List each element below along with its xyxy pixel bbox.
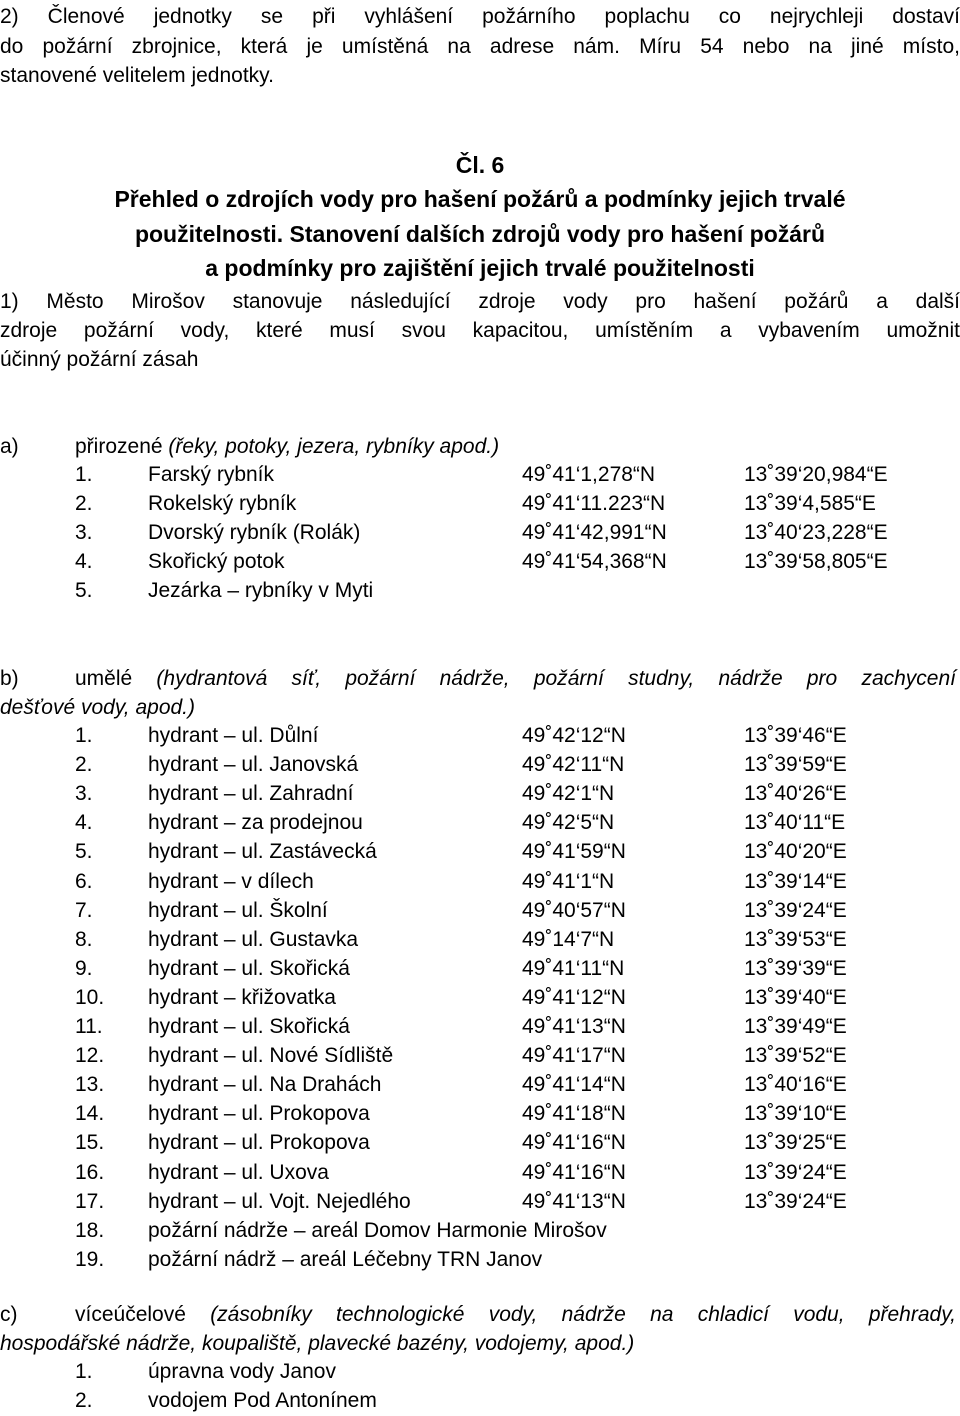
item-longitude: 13˚40‘20“E — [744, 840, 847, 864]
section-a-label-text: přirozené — [75, 435, 163, 458]
item-longitude: 13˚39‘39“E — [744, 956, 847, 980]
section-b-marker: b) — [0, 667, 19, 690]
item-latitude: 49˚41‘54,368“N — [522, 550, 667, 573]
para1-line-3: účinný požární zásah — [0, 348, 199, 371]
section-c-note-1: (zásobníky technologické vody, nádrže na chladicí vodu, přehrady, — [210, 1303, 956, 1326]
item-name: vodojem Pod Antonínem — [148, 1389, 377, 1412]
item-name: hydrant – ul. Uxova — [148, 1160, 329, 1184]
item-name: hydrant – ul. Gustavka — [148, 927, 359, 951]
item-name: hydrant – ul. Zahradní — [148, 782, 354, 806]
item-name: hydrant – v dílech — [148, 869, 314, 893]
item-longitude: 13˚40‘16“E — [744, 1073, 847, 1097]
item-longitude: 13˚39‘52“E — [744, 1044, 847, 1068]
item-name: požární nádrže – areál Domov Harmonie Mirošov — [148, 1218, 607, 1242]
item-number: 17. — [75, 1189, 105, 1213]
item-latitude: 49˚41‘42,991“N — [522, 521, 667, 544]
section-b-label — [75, 664, 956, 693]
item-number: 19. — [75, 1247, 105, 1271]
intro-line-3: stanovené velitelem jednotky. — [0, 64, 274, 87]
item-name: Skořický potok — [148, 550, 285, 573]
item-number: 18. — [75, 1218, 105, 1242]
item-name: hydrant – ul. Důlní — [148, 724, 319, 747]
intro-line-2: do požární zbrojnice, která je umístěná na adrese nám. Míru 54 nebo na jiné místo, — [0, 35, 960, 58]
item-longitude: 13˚39‘40“E — [744, 985, 847, 1009]
item-latitude: 49˚41‘16“N — [522, 1131, 626, 1155]
item-latitude: 49˚41‘59“N — [522, 840, 626, 864]
item-name: hydrant – ul. Skořická — [148, 956, 350, 980]
item-longitude: 13˚39‘24“E — [744, 1160, 847, 1184]
item-number: 7. — [75, 898, 93, 922]
section-a-note: (řeky, potoky, jezera, rybníky apod.) — [168, 435, 500, 458]
item-latitude: 49˚40‘57“N — [522, 898, 626, 922]
item-name: hydrant – ul. Vojt. Nejedlého — [148, 1189, 411, 1213]
section-a-label — [75, 432, 499, 461]
item-number: 1. — [75, 724, 93, 747]
item-number: 1. — [75, 463, 93, 486]
item-latitude: 49˚41‘11“N — [522, 956, 625, 980]
section-c-label — [75, 1300, 956, 1329]
item-longitude: 13˚39‘24“E — [744, 898, 847, 922]
item-number: 10. — [75, 985, 105, 1009]
item-number: 4. — [75, 811, 93, 835]
item-number: 16. — [75, 1160, 105, 1184]
item-latitude: 49˚42‘5“N — [522, 811, 615, 835]
article-heading-1: Přehled o zdrojích vody pro hašení požárů a podmínky jejich trvalé — [114, 186, 846, 212]
item-name: hydrant – ul. Na Drahách — [148, 1073, 382, 1097]
item-name: hydrant – ul. Nové Sídliště — [148, 1044, 394, 1068]
item-name: hydrant – ul. Skořická — [148, 1015, 350, 1038]
item-name: hydrant – ul. Školní — [148, 898, 328, 922]
section-a-marker: a) — [0, 435, 19, 458]
item-latitude: 49˚41‘13“N — [522, 1015, 626, 1038]
item-latitude: 49˚41‘16“N — [522, 1160, 626, 1184]
item-number: 5. — [75, 579, 93, 602]
item-longitude: 13˚39‘59“E — [744, 753, 847, 777]
item-longitude: 13˚39‘10“E — [744, 1102, 847, 1126]
section-b-label-text: umělé — [75, 667, 133, 690]
item-longitude: 13˚40‘23,228“E — [744, 521, 888, 544]
item-name: požární nádrž – areál Léčebny TRN Janov — [148, 1247, 543, 1271]
item-longitude: 13˚39‘46“E — [744, 724, 847, 747]
item-longitude: 13˚39‘58,805“E — [744, 550, 888, 573]
item-latitude: 49˚14‘7“N — [522, 927, 615, 951]
item-number: 3. — [75, 782, 93, 806]
item-number: 14. — [75, 1102, 105, 1126]
item-number: 2. — [75, 492, 93, 515]
item-name: hydrant – za prodejnou — [148, 811, 363, 835]
item-number: 11. — [75, 1015, 103, 1038]
item-longitude: 13˚39‘24“E — [744, 1189, 847, 1213]
item-name: hydrant – křižovatka — [148, 985, 336, 1009]
item-name: hydrant – ul. Prokopova — [148, 1131, 370, 1155]
item-name: Rokelský rybník — [148, 492, 297, 515]
item-latitude: 49˚41‘14“N — [522, 1073, 626, 1097]
item-longitude: 13˚39‘14“E — [744, 869, 847, 893]
para1-line-2: zdroje požární vody, které musí svou kapacitou, umístěním a vybavením umožnit — [0, 319, 960, 342]
article-heading-3: a podmínky pro zajištění jejich trvalé použitelnosti — [205, 255, 755, 281]
item-name: úpravna vody Janov — [148, 1360, 336, 1383]
article-number: Čl. 6 — [455, 152, 505, 178]
item-latitude: 49˚41‘12“N — [522, 985, 626, 1009]
section-b-note-1: (hydrantová síť, požární nádrže, požární studny, nádrže pro zachycení — [156, 667, 956, 690]
item-latitude: 49˚41‘1“N — [522, 869, 615, 893]
item-longitude: 13˚39‘4,585“E — [744, 492, 876, 515]
item-latitude: 49˚41‘11.223“N — [522, 492, 666, 515]
item-number: 1. — [75, 1360, 93, 1383]
item-latitude: 49˚42‘1“N — [522, 782, 615, 806]
item-number: 15. — [75, 1131, 105, 1155]
item-number: 2. — [75, 753, 93, 777]
section-b-note-2: dešťové vody, apod.) — [0, 696, 195, 719]
item-longitude: 13˚40‘26“E — [744, 782, 847, 806]
item-name: hydrant – ul. Janovská — [148, 753, 359, 777]
item-name: Farský rybník — [148, 463, 275, 486]
item-number: 13. — [75, 1073, 105, 1097]
item-longitude: 13˚40‘11“E — [744, 811, 846, 835]
item-name: hydrant – ul. Prokopova — [148, 1102, 370, 1126]
item-number: 6. — [75, 869, 93, 893]
item-longitude: 13˚39‘53“E — [744, 927, 847, 951]
item-number: 2. — [75, 1389, 93, 1412]
item-number: 4. — [75, 550, 93, 573]
item-latitude: 49˚41‘17“N — [522, 1044, 626, 1068]
section-c-marker: c) — [0, 1303, 18, 1326]
item-number: 12. — [75, 1044, 105, 1068]
item-longitude: 13˚39‘20,984“E — [744, 463, 888, 486]
item-longitude: 13˚39‘49“E — [744, 1015, 847, 1038]
intro-line-1: 2) Členové jednotky se při vyhlášení požárního poplachu co nejrychleji dostaví — [0, 5, 960, 28]
item-latitude: 49˚41‘18“N — [522, 1102, 626, 1126]
section-c-note-2: hospodářské nádrže, koupaliště, plavecké bazény, vodojemy, apod.) — [0, 1332, 635, 1355]
item-longitude: 13˚39‘25“E — [744, 1131, 847, 1155]
item-latitude: 49˚42‘11“N — [522, 753, 625, 777]
section-c-label-text: víceúčelové — [75, 1303, 186, 1326]
item-number: 5. — [75, 840, 93, 864]
item-number: 8. — [75, 927, 93, 951]
item-latitude: 49˚42‘12“N — [522, 724, 626, 747]
item-number: 9. — [75, 956, 93, 980]
item-name: Dvorský rybník (Rolák) — [148, 521, 361, 544]
item-name: hydrant – ul. Zastávecká — [148, 840, 377, 864]
item-number: 3. — [75, 521, 93, 544]
item-latitude: 49˚41‘1,278“N — [522, 463, 656, 486]
item-name: Jezárka – rybníky v Myti — [148, 579, 374, 602]
para1-line-1: 1) Město Mirošov stanovuje následující zdroje vody pro hašení požárů a další — [0, 290, 960, 313]
item-latitude: 49˚41‘13“N — [522, 1189, 626, 1213]
article-heading-2: použitelnosti. Stanovení dalších zdrojů vody pro hašení požárů — [134, 221, 826, 247]
